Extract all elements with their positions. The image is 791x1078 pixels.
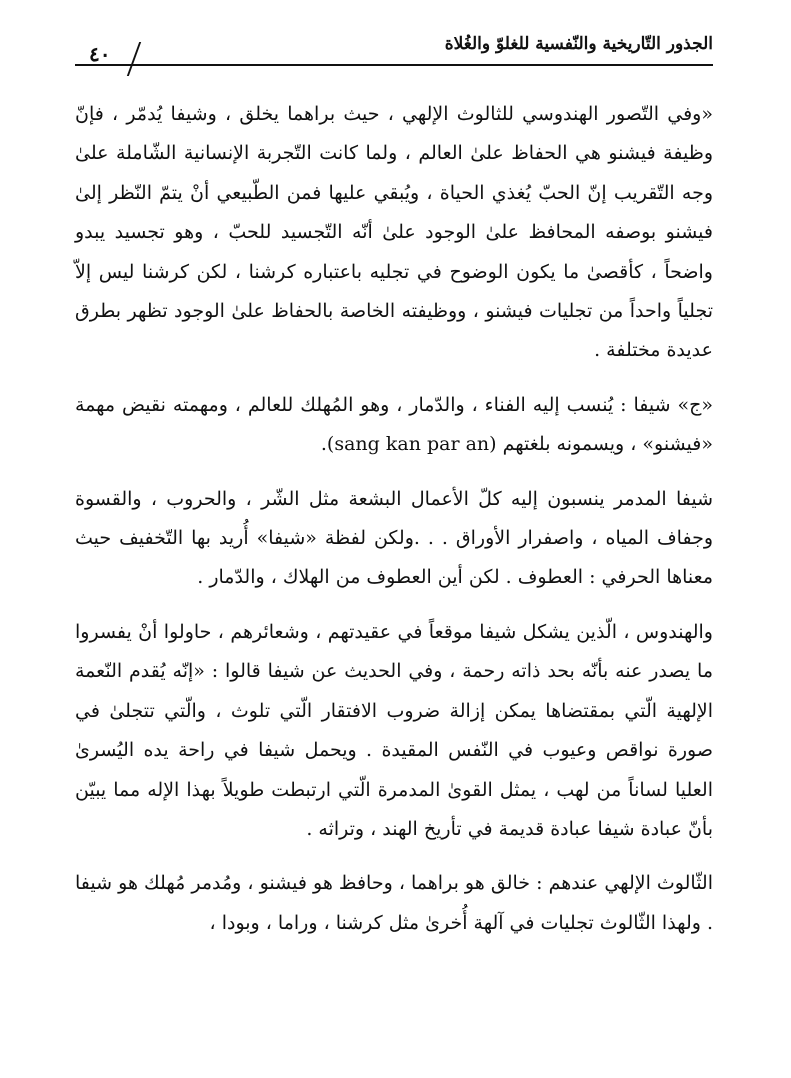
paragraph-1: «وفي التّصور الهندوسي للثالوث الإلهي ، حيث براهما يخلق ، وشيفا يُدمّر ، فإنّ وظيفة فيشنو هي الحفاظ علىٰ العالم ، ولما كانت التّجربة الإنسانية الشّاملة علىٰ وجه التّقريب إنّ الحبّ يُغذي الحياة ، ويُبقي عليها فمن الطّبيعي أنْ يتمّ النّظر إلىٰ فيشنو بوصفه المحافظ علىٰ الوجود علىٰ أنّه التّجسيد للحبّ ، وهو تجسيد يبدو واضحاً ، كأقصىٰ ما يكون الوضوح في تجليه باعتباره كرشنا ، لكن كرشنا ليس إلاّ تجلياً واحداً من تجليات فيشنو ، ووظيفته الخاصة بالحفاظ علىٰ الوجود تظهر بطرق عديدة مختلفة .	[75, 103, 713, 362]
page-number-box	[75, 42, 135, 64]
page-number-divider	[127, 42, 141, 76]
body-text	[75, 95, 713, 958]
page-number: ٤٠	[89, 42, 111, 66]
header-rule	[75, 64, 713, 66]
paragraph-3: شيفا المدمر ينسبون إليه كلّ الأعمال البشعة مثل الشّر ، والحروب ، والقسوة وجفاف المياه ، واصفرار الأوراق . . .ولكن لفظة «شيفا» أُريد بها التّخفيف حيث معناها الحرفي : العطوف . لكن أين العطوف من الهلاك ، والدّمار .	[75, 487, 713, 589]
paragraph-4: والهندوس ، الّذين يشكل شيفا موقعاً في عقيدتهم ، وشعائرهم ، حاولوا أنْ يفسروا ما يصدر عنه بأنّه بحد ذاته رحمة ، وفي الحديث عن شيفا قالوا : «إنّه يُقدم النّعمة الإلهية الّتي بمقتضاها يمكن إزالة ضروب الافتقار الّتي تلوث ، والّتي تتجلىٰ في صورة نواقص وعيوب في النّفس المقيدة . ويحمل شيفا في راحة يده اليُسرىٰ العليا لساناً من لهب ، يمثل القوىٰ المدمرة الّتي ارتبطت طويلاً بهذا الإله مما يبيّن بأنّ عبادة شيفا عبادة قديمة في تأريخ الهند ، وتراثه .	[75, 620, 713, 840]
paragraph-5: الثّالوث الإلهي عندهم : خالق هو براهما ، وحافظ هو فيشنو ، ومُدمر مُهلك هو شيفا . ولهذا الثّالوث تجليات في آلهة أُخرىٰ مثل كرشنا ، وراما ، وبودا ،	[75, 872, 713, 934]
paragraph-2: «ج» شيفا : يُنسب إليه الفناء ، والدّمار ، وهو المُهلك للعالم ، ومهمته نقيض مهمة «فيشنو» ، ويسمونه بلغتهم (sang kan par an).	[75, 393, 713, 456]
running-title: الجذور التّاريخية والنّفسية للغلوّ والغُلاة	[444, 34, 713, 54]
page-header	[75, 30, 713, 72]
